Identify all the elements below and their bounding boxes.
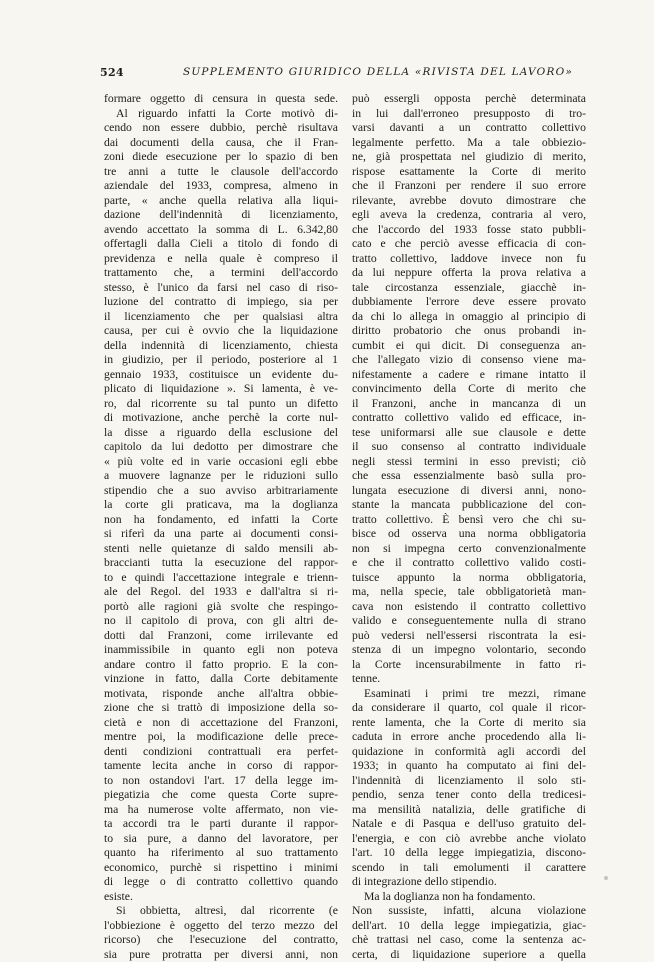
text-line: piegatizia che come questa Corte supre- [104, 788, 338, 803]
text-line: scendo in tali emolumenti il carattere [352, 861, 586, 876]
text-line: stipendio che a suo avviso arbitrariamente [104, 484, 338, 499]
text-line: luzione del contratto di impiego, sia per [104, 295, 338, 310]
text-line: plicato di liquidazione ». Si lamenta, è ve- [104, 382, 338, 397]
text-line: vinzione in fatto, dalla Corte debitamente [104, 672, 338, 687]
text-line: trattamento che, a termini dell'accordo [104, 266, 338, 281]
text-line: inammissibile in quanto egli non poteva [104, 643, 338, 658]
text-line: sia pure protratta per diversi anni, non [104, 948, 338, 962]
text-line: stenti nelle quietanze di saldo mensili ab- [104, 542, 338, 557]
text-line: da lui neppure offerta la prova relativa a [352, 266, 586, 281]
text-line: di motivazione, anche perchè la corte nul- [104, 411, 338, 426]
text-line: gennaio 1933, costituisce un evidente du- [104, 368, 338, 383]
text-line: nifestamente a cadere e rimane intatto il [352, 368, 586, 383]
text-line: zione che si trattò di imposizione della so- [104, 701, 338, 716]
text-line: convincimento della Corte di merito che [352, 382, 586, 397]
text-line: tratto collettivo. È bensì vero che chi su- [352, 513, 586, 528]
text-line: l'energia, e con ciò avrebbe anche violato [352, 832, 586, 847]
text-line: che il Franzoni per rendere il suo errore [352, 179, 586, 194]
text-line: aziendale del 1933, compresa, almeno in [104, 179, 338, 194]
text-line: l'indennità di licenziamento il solo sti- [352, 774, 586, 789]
text-line: to e quindi l'accettazione integrale e trienn- [104, 571, 338, 586]
text-line: non ha fondamento, ed infatti la Corte [104, 513, 338, 528]
text-line: della indennità di licenziamento, chiesta [104, 339, 338, 354]
text-line: stesso, è l'unico da farsi nel caso di riso- [104, 281, 338, 296]
text-line: Al riguardo infatti la Corte motivò di- [104, 107, 338, 122]
text-line: to sia pure, a danno del lavoratore, per [104, 832, 338, 847]
text-line: l'obbiezione è oggetto del terzo mezzo del [104, 919, 338, 934]
running-title: SUPPLEMENTO GIURIDICO DELLA «RIVISTA DEL LAVORO» [170, 66, 586, 78]
text-line: quanto ha riferimento al suo trattamento [104, 846, 338, 861]
text-line: egli aveva la credenza, contraria al vero, [352, 208, 586, 223]
text-line: cendo non essere dubbio, perchè risultava [104, 121, 338, 136]
text-line: può vedersi nell'essersi riscontrata la esi- [352, 629, 586, 644]
text-line: diritto probatorio che onus probandi in- [352, 324, 586, 339]
page-header [100, 66, 586, 80]
text-line: ma mensilità natalizia, delle gratifiche di [352, 803, 586, 818]
right-column [352, 92, 586, 852]
text-line: certa, di liquidazione superiore a quella [352, 948, 586, 962]
text-line: tuisce appunto la norma obbligatoria, [352, 571, 586, 586]
text-line: denti condizioni contrattuali era perfet- [104, 745, 338, 760]
text-line: lungata esecuzione di diversi anni, nono- [352, 484, 586, 499]
text-line: stenza di un impegno volontario, secondo [352, 643, 586, 658]
text-line: esiste. [104, 890, 338, 905]
text-line: dai documenti della causa, che il Fran- [104, 136, 338, 151]
text-line: il suo consenso al contratto individuale [352, 440, 586, 455]
text-line: rispose esattamente la Corte di merito [352, 165, 586, 180]
text-line: cumbit ei qui dicit. Di conseguenza an- [352, 339, 586, 354]
text-line: ro, dal ricorrente su tal punto un difetto [104, 397, 338, 412]
left-column [104, 92, 338, 852]
text-line: chè trattasi nel caso, come la sentenza ac- [352, 933, 586, 948]
text-line: il Franzoni, anche in mancanza di un [352, 397, 586, 412]
text-line: dubbiamente l'errore deve essere provato [352, 295, 586, 310]
text-line: previdenza e nella quale è compreso il [104, 252, 338, 267]
text-line: l'art. 10 della legge impiegatizia, discono- [352, 846, 586, 861]
text-line: portò alle ragioni già svolte che respingo- [104, 600, 338, 615]
text-line: legalmente perfetto. Ma a tale obbiezio- [352, 136, 586, 151]
text-line: stante la mancata pubblicazione del con- [352, 498, 586, 513]
text-line: contratto collettivo valido ed efficace, in- [352, 411, 586, 426]
text-line: 1933; in quanto ha computato ai fini del- [352, 759, 586, 774]
text-line: la disse a riguardo della esclusione del [104, 426, 338, 441]
text-line: zoni diede esecuzione per lo spazio di ben [104, 150, 338, 165]
text-line: tenne. [352, 672, 586, 687]
text-line: avendo accettato la somma di L. 6.342,80 [104, 223, 338, 238]
text-line: offertagli dalla Cieli a titolo di fondo di [104, 237, 338, 252]
text-line: in giudizio, per il periodo, posteriore al 1 [104, 353, 338, 368]
text-line: dotti dal Franzoni, come irrilevante ed [104, 629, 338, 644]
text-line: causa, per cui è ovvio che la liquidazione [104, 324, 338, 339]
text-line: varsi davanti a un contratto collettivo [352, 121, 586, 136]
text-line: a muovere lagnanze per le riduzioni sullo [104, 469, 338, 484]
text-line: cietà e non di accettazione del Franzoni, [104, 716, 338, 731]
text-line: quidazione in conformità agli accordi del [352, 745, 586, 760]
text-line: ta accordi tra le parti durante il rappor- [104, 817, 338, 832]
text-line: ne, già prospettata nel giudizio di merito, [352, 150, 586, 165]
text-line: che l'accordo del 1933 fosse stato pubbli- [352, 223, 586, 238]
text-line: dell'art. 10 della legge impiegatizia, giac- [352, 919, 586, 934]
text-line: da chi lo allega in omaggio al principio di [352, 310, 586, 325]
text-line: tamente lecita anche in corso di rappor- [104, 759, 338, 774]
text-line: cava non esistendo il contratto collettivo [352, 600, 586, 615]
text-line: di integrazione dello stipendio. [352, 875, 586, 890]
text-line: motivata, risponde anche all'altra obbie- [104, 687, 338, 702]
text-line: valido e conseguentemente nulla di strano [352, 614, 586, 629]
text-line: e che il contratto collettivo valido costi- [352, 556, 586, 571]
text-line: « più volte ed in varie occasioni egli ebbe [104, 455, 338, 470]
text-line: tre anni a tutte le clausole dell'accordo [104, 165, 338, 180]
text-line: tratto collettivo, laddove invece non fu [352, 252, 586, 267]
text-line: Non sussiste, infatti, alcuna violazione [352, 904, 586, 919]
text-line: la Corte incensurabilmente in fatto ri- [352, 658, 586, 673]
text-line: può essergli opposta perchè determinata [352, 92, 586, 107]
text-line: ricorso) che l'esecuzione del contratto, [104, 933, 338, 948]
text-line: che essa essenzialmente basò sulla pro- [352, 469, 586, 484]
text-line: Ma la doglianza non ha fondamento. [352, 890, 586, 905]
text-line: to non ostandovi l'art. 17 della legge im- [104, 774, 338, 789]
text-line: in lui dall'erroneo presupposto di tro- [352, 107, 586, 122]
text-line: la corte gli praticava, ma la doglianza [104, 498, 338, 513]
text-line: non si impegna certo convenzionalmente [352, 542, 586, 557]
text-line: che l'allegato vizio di consenso viene ma- [352, 353, 586, 368]
text-line: negli stessi termini in esso previsti; ciò [352, 455, 586, 470]
text-line: tese uniformarsi alle sue clausole e dette [352, 426, 586, 441]
text-line: economico, purchè si rispettino i minimi [104, 861, 338, 876]
text-line: cato e che perciò avesse efficacia di con- [352, 237, 586, 252]
text-line: braccianti tutta la esecuzione del rappor- [104, 556, 338, 571]
text-line: dazione dell'indennità di licenziamento, [104, 208, 338, 223]
page-number: 524 [100, 66, 124, 79]
text-line: mentre poi, la modificazione delle prece- [104, 730, 338, 745]
text-line: no il capitolo di prova, con gli altri de- [104, 614, 338, 629]
text-line: capitolo da lui dedotto per dimostrare che [104, 440, 338, 455]
text-line: di legge o di contratto collettivo quando [104, 875, 338, 890]
text-line: andare contro il fatto proprio. E la con- [104, 658, 338, 673]
text-line: ma, nella specie, tale obbligatorietà man- [352, 585, 586, 600]
text-line: da considerare il quarto, col quale il ricor- [352, 701, 586, 716]
scan-speck [604, 876, 608, 880]
text-line: pendio, senza tener conto della tredicesi- [352, 788, 586, 803]
text-line: Esaminati i primi tre mezzi, rimane [352, 687, 586, 702]
text-line: Natale e di Pasqua e dell'uso gratuito del- [352, 817, 586, 832]
text-line: rilevante, avrebbe dovuto dimostrare che [352, 194, 586, 209]
text-line: caduta in errore anche procedendo alla li- [352, 730, 586, 745]
text-line: ale del Regol. del 1933 e dall'altra si ri- [104, 585, 338, 600]
text-line: rente lamenta, che la Corte di merito sia [352, 716, 586, 731]
text-line: bisce od osserva una norma obbligatoria [352, 527, 586, 542]
text-line: formare oggetto di censura in questa sede. [104, 92, 338, 107]
text-line: si riferì da una parte ai documenti consi- [104, 527, 338, 542]
text-line: tale circostanza essenziale, giacchè in- [352, 281, 586, 296]
text-line: Si obbietta, altresì, dal ricorrente (e [104, 904, 338, 919]
text-line: parte, « anche quella relativa alla liqui- [104, 194, 338, 209]
text-line: ma ha numerose volte affermato, non vie- [104, 803, 338, 818]
text-line: il licenziamento che per qualsiasi altra [104, 310, 338, 325]
